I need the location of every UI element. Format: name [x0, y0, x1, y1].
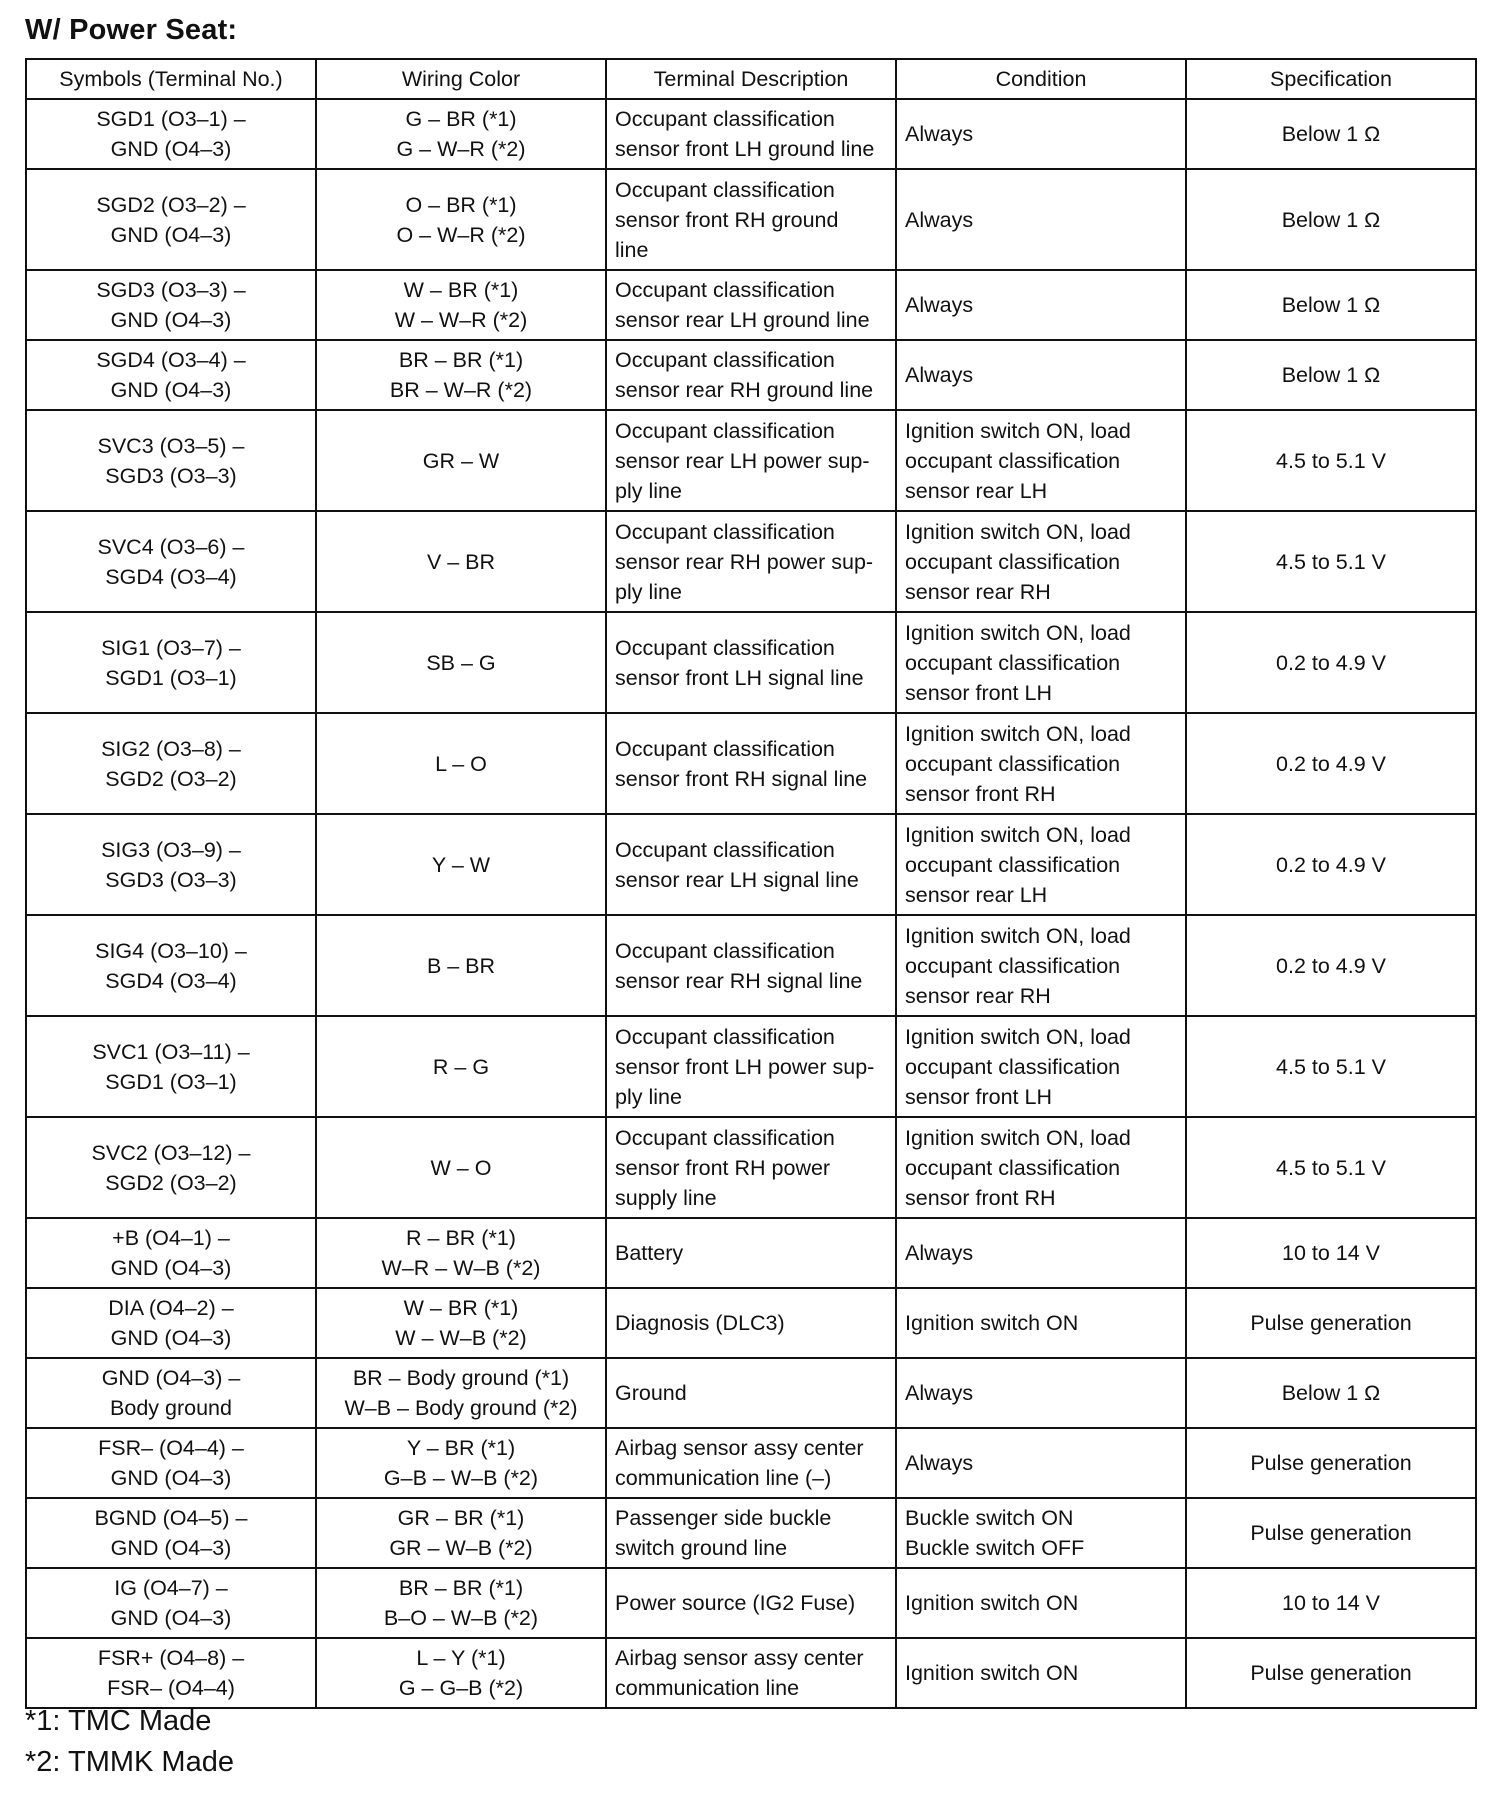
cell-symbols-line: SVC1 (O3–11) – [92, 1039, 250, 1064]
table-body [26, 99, 1476, 1708]
cell-wiring-color [316, 169, 606, 270]
cell-symbols-line: SVC3 (O3–5) – [97, 433, 245, 458]
cell-symbols-line: SIG4 (O3–10) – [95, 938, 247, 963]
table-row [26, 99, 1476, 169]
cell-symbols [26, 1016, 316, 1117]
cell-wiring-color [316, 1016, 606, 1117]
cell-symbols [26, 270, 316, 340]
cell-terminal-description-line: ply line [615, 579, 682, 604]
cell-symbols-line: SVC4 (O3–6) – [97, 534, 245, 559]
cell-terminal-description-line: ply line [615, 1084, 682, 1109]
cell-terminal-description [606, 915, 896, 1016]
table-row [26, 915, 1476, 1016]
cell-symbols-line: DIA (O4–2) – [108, 1296, 234, 1320]
cell-terminal-description-line: Occupant classification [615, 837, 835, 862]
cell-wiring-color [316, 1498, 606, 1568]
cell-condition [896, 1638, 1186, 1708]
cell-specification: 0.2 to 4.9 V [1186, 612, 1476, 713]
cell-terminal-description-line: Occupant classification [615, 418, 835, 443]
cell-condition-line: occupant classification [905, 448, 1121, 473]
cell-specification: 10 to 14 V [1186, 1218, 1476, 1288]
cell-condition [896, 1117, 1186, 1218]
cell-symbols-line: SVC2 (O3–12) – [91, 1140, 251, 1165]
cell-terminal-description-line: Occupant classification [615, 107, 835, 131]
cell-symbols-line: SGD1 (O3–1) [105, 665, 237, 690]
cell-wiring-color-line: L – O [435, 751, 487, 776]
table-row [26, 410, 1476, 511]
cell-condition-line: Buckle switch ON [905, 1506, 1074, 1530]
table-row [26, 511, 1476, 612]
cell-wiring-color-line: Y – W [431, 852, 491, 877]
cell-wiring-color-line: G – G–B (*2) [398, 1676, 524, 1700]
cell-terminal-description-line: sensor rear LH power sup- [615, 448, 870, 473]
cell-specification: Pulse generation [1186, 1498, 1476, 1568]
cell-terminal-description [606, 713, 896, 814]
cell-wiring-color-line: G – W–R (*2) [396, 137, 526, 161]
cell-terminal-description-line: sensor front RH signal line [615, 766, 868, 791]
cell-specification: 0.2 to 4.9 V [1186, 814, 1476, 915]
table-row [26, 1638, 1476, 1708]
cell-condition-line: occupant classification [905, 751, 1121, 776]
cell-symbols-line: SGD3 (O3–3) [105, 463, 237, 488]
cell-symbols-line: FSR– (O4–4) – [98, 1436, 244, 1460]
cell-specification: 0.2 to 4.9 V [1186, 915, 1476, 1016]
cell-symbols-line: SIG3 (O3–9) – [101, 837, 241, 862]
cell-condition-line: Ignition switch ON, load [905, 721, 1131, 746]
cell-wiring-color-line: BR – BR (*1) [398, 1576, 524, 1600]
cell-symbols-line: BGND (O4–5) – [94, 1506, 248, 1530]
cell-symbols-line: FSR+ (O4–8) – [97, 1646, 245, 1670]
cell-terminal-description-line: Occupant classification [615, 1125, 835, 1150]
cell-wiring-color-line: BR – W–R (*2) [389, 378, 533, 402]
cell-terminal-description-line: sensor front LH ground line [615, 137, 875, 161]
cell-terminal-description-line: sensor rear LH signal line [615, 867, 859, 892]
cell-wiring-color [316, 915, 606, 1016]
cell-terminal-description-line: communication line [615, 1676, 800, 1700]
cell-wiring-color-line: BR – Body ground (*1) [352, 1366, 570, 1390]
cell-terminal-description-line: Power source (IG2 Fuse) [615, 1591, 856, 1615]
terminal-spec-table [25, 58, 1477, 1709]
cell-condition-line: Ignition switch ON, load [905, 923, 1131, 948]
cell-terminal-description-line: Battery [615, 1241, 684, 1265]
cell-symbols-line: GND (O4–3) [110, 137, 232, 161]
cell-wiring-color-line: W – BR (*1) [403, 1296, 519, 1320]
cell-wiring-color-line: BR – BR (*1) [398, 348, 524, 372]
cell-terminal-description-line: Occupant classification [615, 177, 835, 202]
cell-specification: Below 1 Ω [1186, 270, 1476, 340]
cell-terminal-description-line: Occupant classification [615, 278, 835, 302]
cell-symbols [26, 814, 316, 915]
cell-condition [896, 270, 1186, 340]
cell-wiring-color-line: W – W–R (*2) [394, 308, 528, 332]
cell-specification: 0.2 to 4.9 V [1186, 713, 1476, 814]
cell-terminal-description-line: Airbag sensor assy center [615, 1436, 864, 1460]
cell-symbols-line: GND (O4–3) [110, 308, 232, 332]
cell-terminal-description-line: sensor front LH signal line [615, 665, 864, 690]
cell-condition-line: sensor front RH [905, 1185, 1056, 1210]
table-row [26, 814, 1476, 915]
cell-terminal-description [606, 612, 896, 713]
cell-terminal-description [606, 99, 896, 169]
cell-condition-line: Always [905, 1381, 974, 1405]
table-row [26, 1288, 1476, 1358]
table-row [26, 713, 1476, 814]
cell-symbols [26, 1218, 316, 1288]
cell-symbols-line: SGD4 (O3–4) [105, 564, 237, 589]
cell-condition [896, 1568, 1186, 1638]
cell-condition-line: Ignition switch ON [905, 1591, 1079, 1615]
cell-condition-line: Ignition switch ON, load [905, 620, 1131, 645]
cell-symbols-line: +B (O4–1) – [112, 1226, 230, 1250]
cell-terminal-description-line: sensor rear RH power sup- [615, 549, 874, 574]
cell-condition-line: occupant classification [905, 549, 1121, 574]
cell-terminal-description-line: Ground [615, 1381, 687, 1405]
cell-condition-line: sensor front LH [905, 680, 1052, 705]
cell-symbols [26, 1358, 316, 1428]
cell-condition [896, 340, 1186, 410]
cell-terminal-description-line: Passenger side buckle [615, 1506, 832, 1530]
cell-terminal-description [606, 1288, 896, 1358]
cell-condition-line: occupant classification [905, 650, 1121, 675]
cell-symbols-line: GND (O4–3) [110, 378, 232, 402]
cell-symbols-line: SIG2 (O3–8) – [101, 736, 241, 761]
cell-wiring-color-line: W – W–B (*2) [395, 1326, 527, 1350]
cell-terminal-description-line: supply line [615, 1185, 717, 1210]
cell-symbols [26, 1428, 316, 1498]
cell-condition-line: Ignition switch ON, load [905, 1125, 1131, 1150]
cell-wiring-color-line: R – G [432, 1054, 490, 1079]
cell-specification: 4.5 to 5.1 V [1186, 1016, 1476, 1117]
footnote-2: *2: TMMK Made [25, 1746, 234, 1778]
cell-wiring-color-line: GR – BR (*1) [397, 1506, 525, 1530]
cell-wiring-color-line: O – W–R (*2) [396, 222, 526, 247]
cell-condition-line: Always [905, 1451, 974, 1475]
table-row [26, 1498, 1476, 1568]
cell-symbols [26, 1288, 316, 1358]
cell-wiring-color-line: B – BR [426, 953, 496, 978]
cell-condition-line: sensor rear LH [905, 478, 1048, 503]
cell-terminal-description [606, 340, 896, 410]
header-terminal-description: Terminal Description [606, 59, 896, 99]
cell-symbols-line: GND (O4–3) [110, 222, 232, 247]
cell-symbols-line: IG (O4–7) – [114, 1576, 228, 1600]
cell-symbols-line: SGD4 (O3–4) – [96, 348, 246, 372]
table-row [26, 1568, 1476, 1638]
cell-condition [896, 814, 1186, 915]
cell-terminal-description [606, 270, 896, 340]
cell-wiring-color-line: O – BR (*1) [405, 192, 517, 217]
cell-symbols [26, 99, 316, 169]
cell-condition-line: Always [905, 363, 974, 387]
cell-condition [896, 99, 1186, 169]
cell-wiring-color [316, 814, 606, 915]
cell-condition-line: Ignition switch ON [905, 1661, 1079, 1685]
cell-terminal-description-line: Occupant classification [615, 348, 835, 372]
cell-wiring-color-line: G–B – W–B (*2) [383, 1466, 539, 1490]
cell-symbols-line: SGD1 (O3–1) – [96, 107, 246, 131]
cell-specification: 4.5 to 5.1 V [1186, 1117, 1476, 1218]
cell-wiring-color [316, 410, 606, 511]
cell-wiring-color [316, 270, 606, 340]
cell-symbols-line: GND (O4–3) [110, 1326, 232, 1350]
cell-specification: Below 1 Ω [1186, 99, 1476, 169]
cell-condition-line: occupant classification [905, 852, 1121, 877]
cell-condition [896, 915, 1186, 1016]
footnote-1: *1: TMC Made [25, 1705, 212, 1737]
cell-condition [896, 1428, 1186, 1498]
cell-terminal-description-line: communication line (–) [615, 1466, 832, 1490]
cell-specification: 4.5 to 5.1 V [1186, 410, 1476, 511]
cell-symbols-line: SGD2 (O3–2) [105, 766, 237, 791]
cell-specification: Pulse generation [1186, 1288, 1476, 1358]
cell-symbols-line: SIG1 (O3–7) – [101, 635, 241, 660]
cell-condition-line: Ignition switch ON, load [905, 519, 1131, 544]
cell-terminal-description-line: Occupant classification [615, 736, 835, 761]
cell-condition-line: Ignition switch ON, load [905, 418, 1131, 443]
cell-specification: Below 1 Ω [1186, 340, 1476, 410]
cell-symbols [26, 1498, 316, 1568]
cell-terminal-description-line: Occupant classification [615, 519, 835, 544]
table-row [26, 1428, 1476, 1498]
cell-wiring-color-line: W–R – W–B (*2) [381, 1256, 541, 1280]
cell-condition-line: sensor front LH [905, 1084, 1052, 1109]
cell-wiring-color-line: V – BR [426, 549, 496, 574]
cell-wiring-color-line: L – Y (*1) [416, 1646, 506, 1670]
header-wiring-color: Wiring Color [316, 59, 606, 99]
cell-specification: 4.5 to 5.1 V [1186, 511, 1476, 612]
cell-symbols [26, 169, 316, 270]
cell-symbols-line: SGD3 (O3–3) [105, 867, 237, 892]
cell-terminal-description-line: Occupant classification [615, 635, 835, 660]
cell-terminal-description-line: Airbag sensor assy center [615, 1646, 864, 1670]
cell-wiring-color-line: G – BR (*1) [405, 107, 517, 131]
header-specification: Specification [1186, 59, 1476, 99]
cell-wiring-color [316, 1117, 606, 1218]
cell-condition [896, 1358, 1186, 1428]
cell-terminal-description-line: sensor rear RH signal line [615, 968, 863, 993]
cell-symbols-line: SGD4 (O3–4) [105, 968, 237, 993]
cell-terminal-description [606, 511, 896, 612]
cell-condition-line: Always [905, 122, 974, 146]
cell-symbols-line: SGD1 (O3–1) [105, 1069, 237, 1094]
table-row [26, 1016, 1476, 1117]
cell-condition [896, 1218, 1186, 1288]
cell-terminal-description-line: Occupant classification [615, 938, 835, 963]
cell-specification: Below 1 Ω [1186, 169, 1476, 270]
cell-condition-line: occupant classification [905, 1054, 1121, 1079]
table-row [26, 1358, 1476, 1428]
cell-terminal-description [606, 1218, 896, 1288]
cell-symbols [26, 1638, 316, 1708]
table-row [26, 1117, 1476, 1218]
cell-wiring-color-line: GR – W–B (*2) [389, 1536, 533, 1560]
cell-condition-line: occupant classification [905, 1155, 1121, 1180]
cell-terminal-description-line: sensor front LH power sup- [615, 1054, 875, 1079]
cell-wiring-color [316, 1428, 606, 1498]
cell-symbols-line: GND (O4–3) [110, 1466, 232, 1490]
table-row [26, 1218, 1476, 1288]
cell-wiring-color-line: W – O [430, 1155, 492, 1180]
cell-wiring-color-line: GR – W [422, 448, 500, 473]
cell-symbols [26, 340, 316, 410]
cell-specification: 10 to 14 V [1186, 1568, 1476, 1638]
cell-condition-line: Always [905, 1241, 974, 1265]
cell-symbols [26, 915, 316, 1016]
cell-condition-line: sensor rear RH [905, 983, 1051, 1008]
cell-specification: Pulse generation [1186, 1638, 1476, 1708]
cell-symbols-line: Body ground [110, 1396, 232, 1420]
header-condition: Condition [896, 59, 1186, 99]
cell-wiring-color-line: SB – G [426, 650, 496, 675]
cell-symbols-line: GND (O4–3) [110, 1256, 232, 1280]
cell-symbols [26, 511, 316, 612]
cell-terminal-description [606, 410, 896, 511]
cell-symbols [26, 410, 316, 511]
cell-terminal-description-line: ply line [615, 478, 682, 503]
cell-terminal-description [606, 1498, 896, 1568]
cell-symbols-line: GND (O4–3) – [101, 1366, 241, 1390]
cell-terminal-description-line: Occupant classification [615, 1024, 835, 1049]
cell-specification: Below 1 Ω [1186, 1358, 1476, 1428]
cell-symbols [26, 713, 316, 814]
cell-wiring-color-line: W – BR (*1) [403, 278, 519, 302]
table-row [26, 270, 1476, 340]
cell-symbols [26, 1568, 316, 1638]
cell-terminal-description-line: sensor front RH ground [615, 207, 839, 232]
cell-condition-line: Ignition switch ON [905, 1311, 1079, 1335]
cell-terminal-description [606, 1117, 896, 1218]
cell-condition [896, 1016, 1186, 1117]
cell-condition-line: sensor front RH [905, 781, 1056, 806]
cell-terminal-description-line: sensor rear RH ground line [615, 378, 874, 402]
cell-specification: Pulse generation [1186, 1428, 1476, 1498]
cell-condition [896, 511, 1186, 612]
cell-symbols-line: GND (O4–3) [110, 1606, 232, 1630]
cell-condition [896, 169, 1186, 270]
cell-symbols [26, 1117, 316, 1218]
cell-condition-line: Buckle switch OFF [905, 1536, 1085, 1560]
table-row [26, 340, 1476, 410]
table-header-row [26, 59, 1476, 99]
cell-wiring-color-line: R – BR (*1) [406, 1226, 516, 1250]
cell-condition [896, 612, 1186, 713]
cell-terminal-description [606, 1428, 896, 1498]
cell-terminal-description-line: sensor front RH power [615, 1155, 831, 1180]
cell-terminal-description-line: Diagnosis (DLC3) [615, 1311, 785, 1335]
cell-terminal-description [606, 1638, 896, 1708]
cell-wiring-color [316, 99, 606, 169]
cell-wiring-color [316, 1288, 606, 1358]
header-symbols: Symbols (Terminal No.) [26, 59, 316, 99]
cell-symbols-line: FSR– (O4–4) [107, 1676, 235, 1700]
cell-condition-line: Ignition switch ON, load [905, 822, 1131, 847]
table-row [26, 169, 1476, 270]
cell-wiring-color-line: Y – BR (*1) [406, 1436, 516, 1460]
cell-condition-line: Ignition switch ON, load [905, 1024, 1131, 1049]
cell-terminal-description [606, 1568, 896, 1638]
cell-condition-line: sensor rear LH [905, 882, 1048, 907]
cell-terminal-description [606, 169, 896, 270]
cell-symbols-line: SGD2 (O3–2) [105, 1170, 237, 1195]
cell-condition-line: occupant classification [905, 953, 1121, 978]
cell-wiring-color [316, 340, 606, 410]
cell-wiring-color [316, 1358, 606, 1428]
cell-condition-line: Always [905, 207, 974, 232]
table-row [26, 612, 1476, 713]
cell-condition-line: sensor rear RH [905, 579, 1051, 604]
cell-wiring-color [316, 1568, 606, 1638]
cell-terminal-description-line: switch ground line [615, 1536, 788, 1560]
page-title: W/ Power Seat: [25, 14, 238, 46]
cell-condition [896, 1498, 1186, 1568]
cell-symbols-line: SGD3 (O3–3) – [96, 278, 246, 302]
cell-terminal-description [606, 814, 896, 915]
cell-terminal-description-line: line [615, 237, 649, 262]
cell-terminal-description [606, 1016, 896, 1117]
cell-condition [896, 713, 1186, 814]
cell-condition [896, 410, 1186, 511]
cell-condition-line: Always [905, 293, 974, 317]
cell-symbols-line: SGD2 (O3–2) – [96, 192, 246, 217]
cell-terminal-description-line: sensor rear LH ground line [615, 308, 870, 332]
cell-wiring-color [316, 1218, 606, 1288]
cell-terminal-description [606, 1358, 896, 1428]
cell-wiring-color [316, 713, 606, 814]
cell-wiring-color-line: B–O – W–B (*2) [383, 1606, 539, 1630]
cell-wiring-color [316, 1638, 606, 1708]
cell-symbols-line: GND (O4–3) [110, 1536, 232, 1560]
cell-condition [896, 1288, 1186, 1358]
cell-wiring-color [316, 511, 606, 612]
cell-wiring-color-line: W–B – Body ground (*2) [344, 1396, 578, 1420]
cell-wiring-color [316, 612, 606, 713]
cell-symbols [26, 612, 316, 713]
